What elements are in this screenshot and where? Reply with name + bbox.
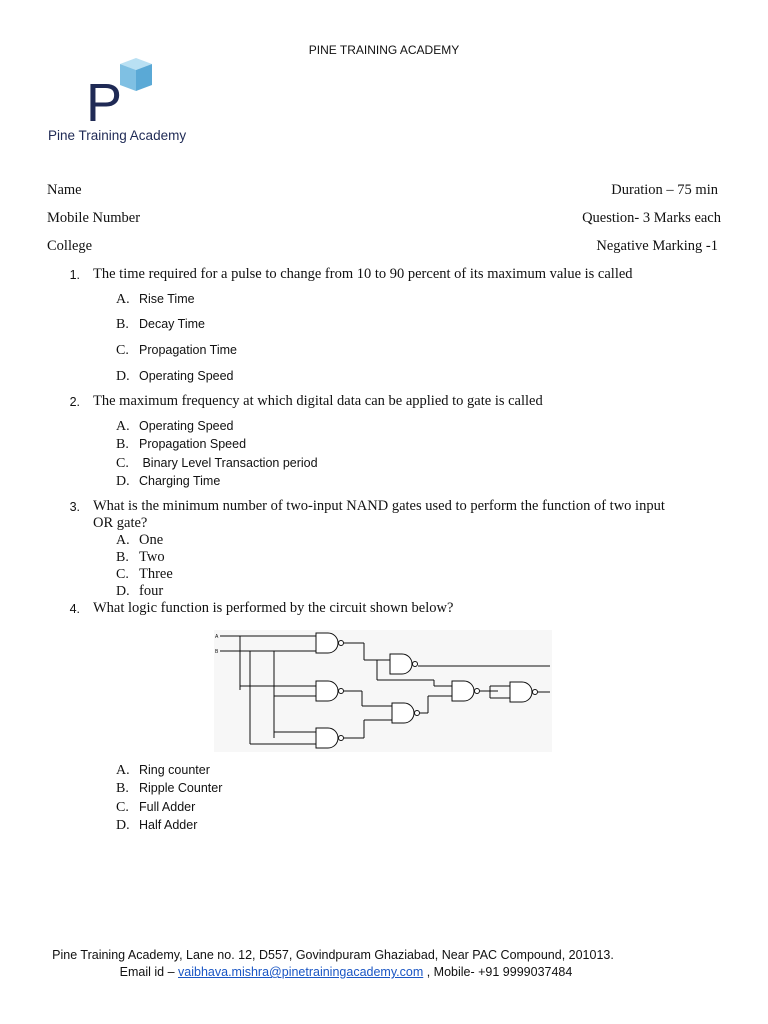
footer-address: Pine Training Academy, Lane no. 12, D557, Govindpuram Ghaziabad, Near PAC Compound, 201013. bbox=[52, 948, 614, 962]
option-letter: A. bbox=[116, 292, 130, 307]
question-number: 1. bbox=[69, 268, 80, 282]
option-letter: A. bbox=[116, 419, 130, 434]
option-text: four bbox=[139, 583, 164, 599]
logo-letter: P bbox=[86, 73, 123, 133]
option-item bbox=[116, 566, 173, 583]
option-letter: D. bbox=[116, 369, 130, 384]
option-letter: C. bbox=[116, 343, 129, 358]
question-number: 3. bbox=[69, 500, 80, 514]
question-text: The time required for a pulse to change from 10 to 90 percent of its maximum value is called bbox=[93, 266, 633, 282]
option-item bbox=[116, 532, 163, 549]
option-item bbox=[116, 343, 237, 359]
circuit-svg bbox=[214, 630, 552, 752]
option-text: Three bbox=[139, 566, 173, 582]
option-text: Rise Time bbox=[139, 292, 195, 306]
option-item bbox=[116, 549, 165, 566]
college-label: College bbox=[47, 238, 93, 254]
option-letter: B. bbox=[116, 781, 129, 796]
logo-label: Pine Training Academy bbox=[48, 128, 187, 143]
option-item bbox=[116, 292, 195, 308]
option-item bbox=[116, 317, 205, 333]
option-letter: C. bbox=[116, 456, 129, 471]
mobile-number-label: Mobile Number bbox=[47, 210, 141, 226]
option-text: Propagation Time bbox=[139, 343, 237, 357]
question-number: 2. bbox=[69, 395, 80, 409]
option-item bbox=[116, 419, 234, 435]
option-text: Ripple Counter bbox=[139, 781, 223, 795]
option-letter: A. bbox=[116, 763, 130, 778]
question-text-line2: OR gate? bbox=[93, 515, 148, 531]
option-letter: C. bbox=[116, 567, 129, 582]
option-letter: B. bbox=[116, 437, 129, 452]
question-number: 4. bbox=[69, 602, 80, 616]
option-text: Ring counter bbox=[139, 763, 210, 777]
option-item bbox=[116, 456, 318, 472]
question-text: The maximum frequency at which digital data can be applied to gate is called bbox=[93, 393, 543, 409]
option-text: Decay Time bbox=[139, 317, 205, 331]
option-letter: C. bbox=[116, 800, 129, 815]
option-item bbox=[116, 818, 197, 834]
pine-academy-logo bbox=[48, 58, 198, 148]
question-text: What logic function is performed by the circuit shown below? bbox=[93, 600, 454, 616]
option-letter: A. bbox=[116, 533, 130, 548]
option-item bbox=[116, 763, 210, 779]
mobile-text: , Mobile- +91 9999037484 bbox=[423, 965, 573, 979]
option-text: One bbox=[139, 532, 164, 548]
option-text: Half Adder bbox=[139, 818, 198, 832]
option-item bbox=[116, 369, 234, 385]
negative-marking-label: Negative Marking -1 bbox=[596, 238, 718, 254]
option-text: Full Adder bbox=[139, 800, 196, 814]
option-text: Operating Speed bbox=[139, 369, 234, 383]
email-prefix: Email id – bbox=[119, 965, 179, 979]
option-letter: B. bbox=[116, 550, 129, 565]
option-letter: D. bbox=[116, 474, 130, 489]
logic-circuit-diagram bbox=[214, 630, 552, 752]
input-label-b: B bbox=[215, 649, 219, 655]
marks-label: Question- 3 Marks each bbox=[582, 210, 721, 226]
option-text: Charging Time bbox=[139, 474, 221, 488]
input-label-a: A bbox=[215, 634, 219, 640]
option-text: Two bbox=[139, 549, 165, 565]
option-item bbox=[116, 800, 195, 816]
option-text: Operating Speed bbox=[139, 419, 234, 433]
option-letter: B. bbox=[116, 317, 129, 332]
page-header-title: PINE TRAINING ACADEMY bbox=[308, 43, 460, 57]
option-item bbox=[116, 474, 220, 490]
option-letter: D. bbox=[116, 584, 130, 599]
option-text: Propagation Speed bbox=[139, 437, 247, 451]
email-link[interactable]: vaibhava.mishra@pinetrainingacademy.com bbox=[178, 965, 424, 979]
name-label: Name bbox=[47, 182, 82, 198]
option-letter: D. bbox=[116, 818, 130, 833]
option-text: Binary Level Transaction period bbox=[139, 456, 318, 470]
question-text-line1: What is the minimum number of two-input NAND gates used to perform the function of two input bbox=[93, 498, 665, 514]
option-item bbox=[116, 437, 246, 453]
duration-label: Duration – 75 min bbox=[611, 182, 718, 198]
option-item bbox=[116, 583, 163, 600]
option-item bbox=[116, 781, 222, 797]
footer-contact bbox=[0, 965, 692, 979]
